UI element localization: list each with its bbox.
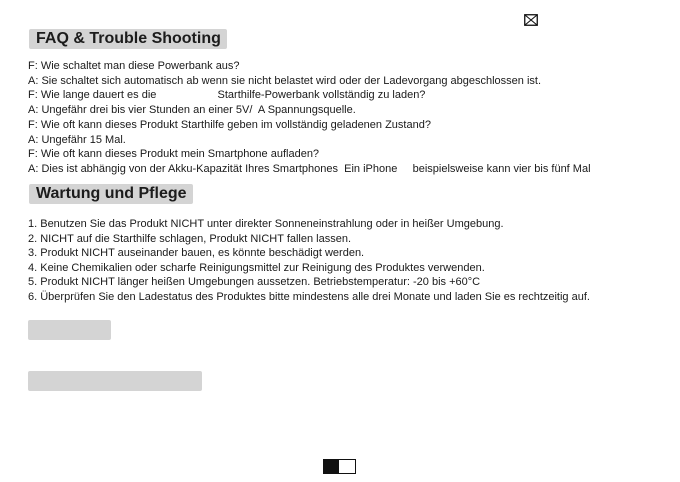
care-line: 6. Überprüfen Sie den Ladestatus des Produktes bitte mindestens alle drei Monate und laden Sie es rechtzeitig auf. xyxy=(28,290,590,303)
care-line: 5. Produkt NICHT länger heißen Umgebungen aussetzen. Betriebstemperatur: -20 bis +60°C xyxy=(28,276,481,289)
faq-line: F: Wie oft kann dieses Produkt mein Smartphone aufladen? xyxy=(28,148,320,161)
envelope-icon xyxy=(524,14,538,26)
faq-line: A: Ungefähr drei bis vier Stunden an einer 5V/ A Spannungsquelle. xyxy=(28,104,356,117)
blank-heading-bar xyxy=(28,320,111,340)
care-heading: Wartung und Pflege xyxy=(29,184,193,204)
care-line: 3. Produkt NICHT auseinander bauen, es könnte beschädigt werden. xyxy=(28,247,365,260)
faq-line: A: Sie schaltet sich automatisch ab wenn sie nicht belastet wird oder der Ladevorgang abgeschlossen ist. xyxy=(28,74,542,87)
care-line: 1. Benutzen Sie das Produkt NICHT unter direkter Sonneneinstrahlung oder in heißer Umgebung. xyxy=(28,218,504,230)
faq-heading: FAQ & Trouble Shooting xyxy=(29,29,227,49)
faq-list xyxy=(28,59,668,177)
page-marker-icon xyxy=(323,459,356,474)
blank-heading-bar xyxy=(28,371,202,391)
care-line: 2. NICHT auf die Starthilfe schlagen, Produkt NICHT fallen lassen. xyxy=(28,232,352,245)
faq-line: F: Wie oft kann dieses Produkt Starthilfe geben im vollständig geladenen Zustand? xyxy=(28,118,431,131)
faq-line: F: Wie lange dauert es die Starthilfe-Powerbank vollständig zu laden? xyxy=(28,89,426,102)
faq-line: A: Dies ist abhängig von der Akku-Kapazität Ihres Smartphones Ein iPhone beispielsweise kann vier bis fünf Mal xyxy=(28,162,591,175)
faq-line: F: Wie schaltet man diese Powerbank aus? xyxy=(28,60,240,72)
faq-line: A: Ungefähr 15 Mal. xyxy=(28,133,126,146)
care-list xyxy=(28,217,668,305)
care-line: 4. Keine Chemikalien oder scharfe Reinigungsmittel zur Reinigung des Produktes verwenden. xyxy=(28,261,485,274)
